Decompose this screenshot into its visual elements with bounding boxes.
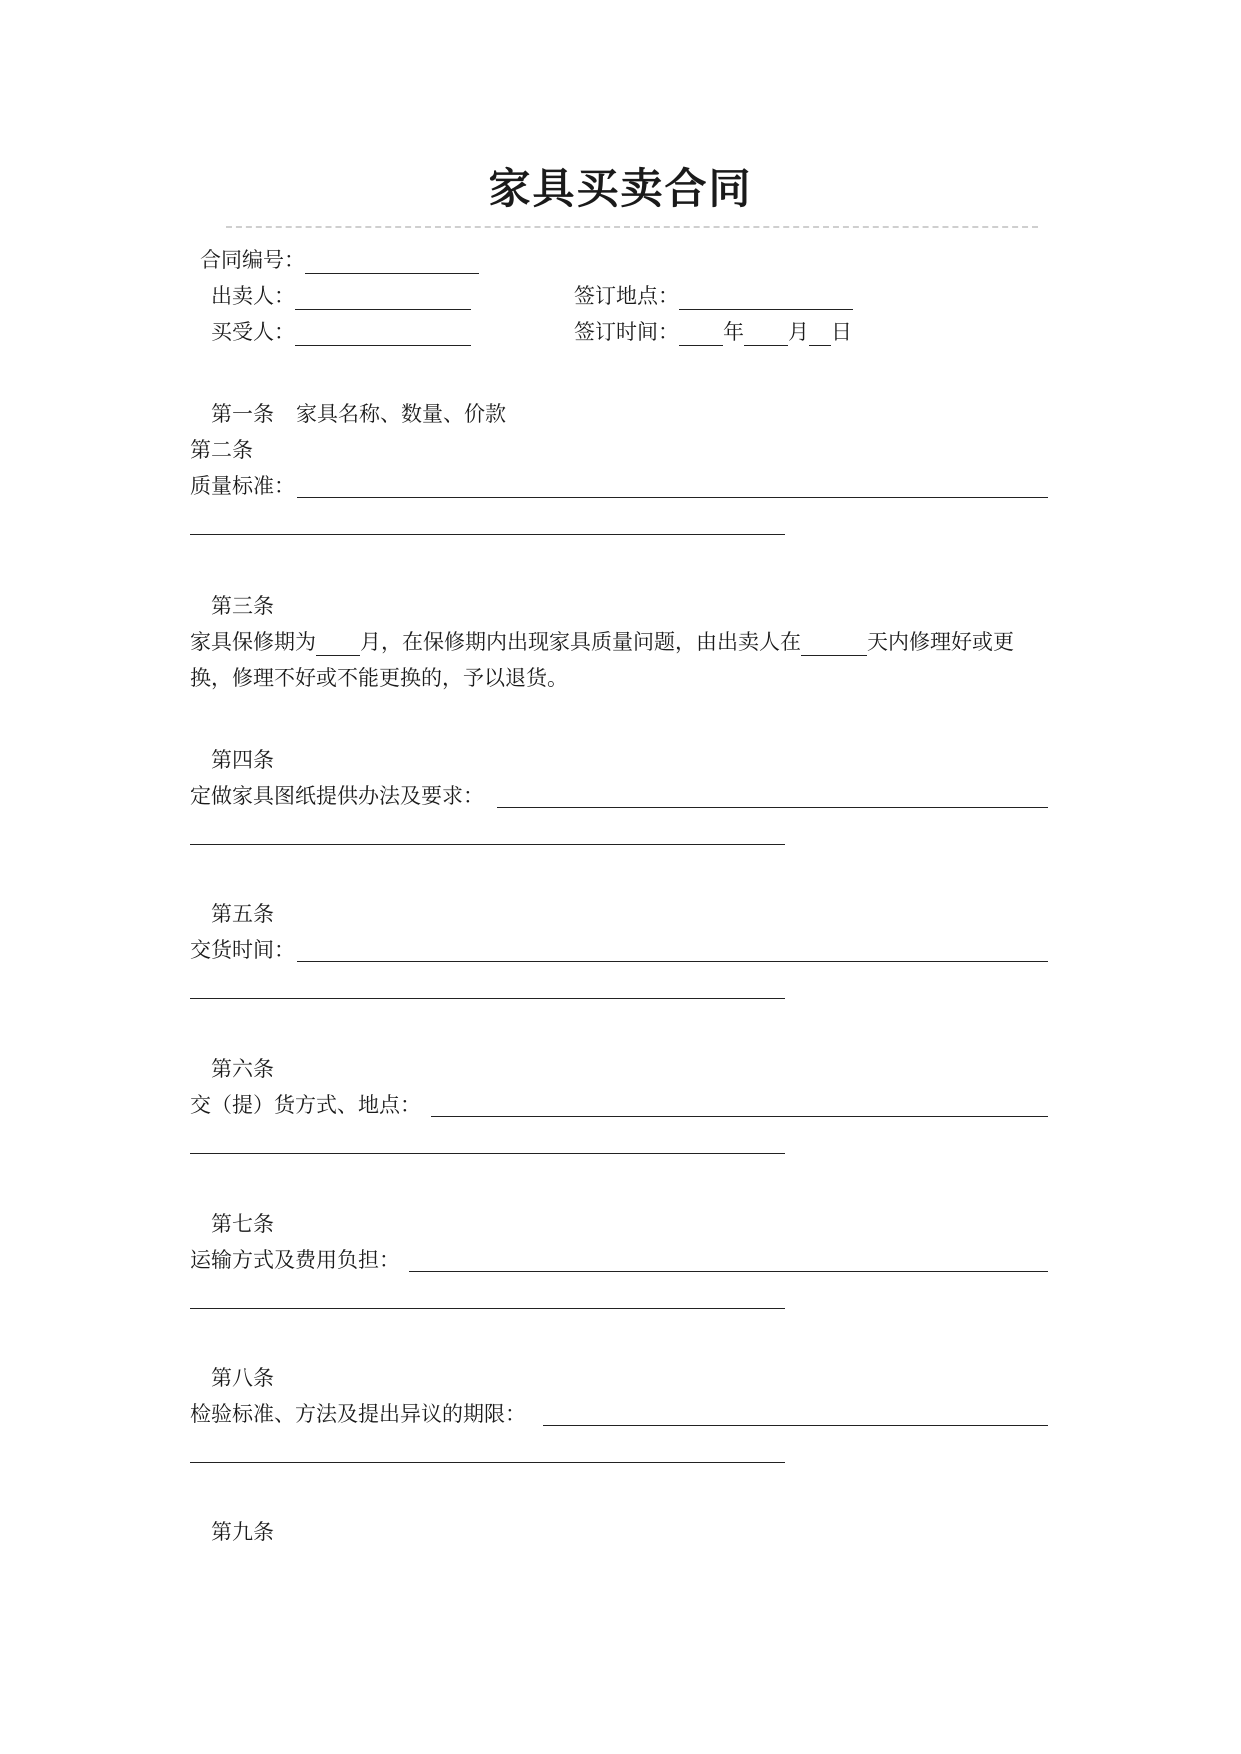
sign-time-label: 签订时间： — [574, 320, 679, 344]
article-1 — [211, 400, 506, 428]
article-4-heading: 第四条 — [211, 748, 274, 772]
buyer-row — [211, 318, 471, 346]
sign-year-field[interactable] — [679, 323, 723, 346]
article-6-line-2[interactable] — [190, 1153, 785, 1154]
article-8-line-1[interactable] — [543, 1425, 1048, 1426]
article-5-label: 交货时间： — [190, 938, 295, 962]
article-6-line-1[interactable] — [431, 1116, 1048, 1117]
article-2-heading: 第二条 — [190, 438, 253, 462]
sign-place-label: 签订地点： — [574, 284, 679, 308]
repair-days-field[interactable] — [801, 633, 867, 656]
year-label: 年 — [723, 320, 744, 344]
article-5-line-1[interactable] — [297, 961, 1048, 962]
sign-day-field[interactable] — [809, 323, 831, 346]
article-3-line-2: 换，修理不好或不能更换的，予以退货。 — [190, 666, 568, 690]
buyer-field[interactable] — [295, 323, 471, 346]
article-7-label: 运输方式及费用负担： — [190, 1248, 400, 1272]
seller-label: 出卖人： — [211, 284, 295, 308]
title-divider — [226, 226, 1038, 228]
buyer-label: 买受人： — [211, 320, 295, 344]
month-label: 月 — [788, 320, 809, 344]
article-4-line-2[interactable] — [190, 844, 785, 845]
article-8-line-2[interactable] — [190, 1462, 785, 1463]
article-1-heading: 第一条 — [211, 402, 274, 426]
seller-row — [211, 282, 471, 310]
article-2-line-1[interactable] — [297, 497, 1048, 498]
document-title: 家具买卖合同 — [488, 164, 753, 213]
sign-place-row — [574, 282, 853, 310]
warranty-months-field[interactable] — [316, 633, 360, 656]
contract-no-label: 合同编号： — [200, 248, 305, 272]
article-2-label: 质量标准： — [190, 474, 295, 498]
day-label: 日 — [831, 320, 852, 344]
article-5-heading: 第五条 — [211, 902, 274, 926]
article-3-text-c: 天内修理好或更 — [867, 630, 1014, 654]
article-8-label: 检验标准、方法及提出异议的期限： — [190, 1402, 526, 1426]
article-4-line-1[interactable] — [497, 807, 1048, 808]
article-1-text: 家具名称、数量、价款 — [296, 402, 506, 426]
contract-no-field[interactable] — [305, 251, 479, 274]
article-2-line-2[interactable] — [190, 534, 785, 535]
article-7-line-1[interactable] — [409, 1271, 1048, 1272]
article-7-heading: 第七条 — [211, 1212, 274, 1236]
article-8-heading: 第八条 — [211, 1366, 274, 1390]
sign-month-field[interactable] — [744, 323, 788, 346]
article-7-line-2[interactable] — [190, 1308, 785, 1309]
seller-field[interactable] — [295, 287, 471, 310]
sign-place-field[interactable] — [679, 287, 853, 310]
article-6-label: 交（提）货方式、地点： — [190, 1093, 421, 1117]
article-5-line-2[interactable] — [190, 998, 785, 999]
article-9-heading: 第九条 — [211, 1520, 274, 1544]
article-3-heading: 第三条 — [211, 594, 274, 618]
article-3-line-1 — [190, 628, 1014, 656]
article-3-text-a: 家具保修期为 — [190, 630, 316, 654]
article-4-label: 定做家具图纸提供办法及要求： — [190, 784, 484, 808]
article-3-text-b: 月，在保修期内出现家具质量问题，由出卖人在 — [360, 630, 801, 654]
article-6-heading: 第六条 — [211, 1057, 274, 1081]
sign-time-row — [574, 318, 852, 346]
contract-no-row — [200, 246, 479, 274]
